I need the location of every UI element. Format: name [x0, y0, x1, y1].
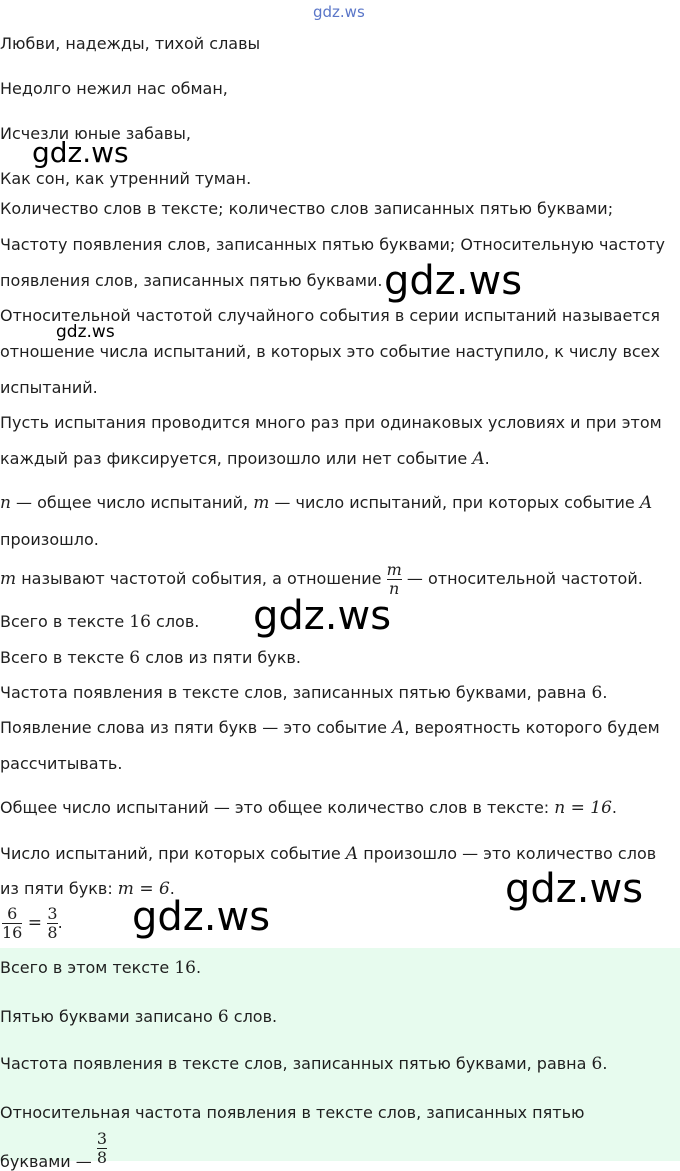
watermark: gdz.ws — [56, 322, 115, 342]
fraction — [47, 905, 57, 942]
m-symbol: m — [253, 493, 270, 513]
solution-text — [0, 612, 199, 632]
fraction-denominator: n — [389, 579, 400, 598]
solution-text: рассчитывать. — [0, 754, 123, 773]
answer-text — [0, 1007, 277, 1027]
theory-text-part: каждый раз фиксируется, произошло или нет событие — [0, 449, 473, 468]
theory-text-part: . — [484, 449, 490, 468]
number-value: 6 — [217, 1007, 229, 1027]
answer-text-part: буквами — — [0, 1152, 97, 1171]
definition-text: испытаний. — [0, 378, 98, 397]
answer-text-part: . — [195, 958, 202, 977]
theory-text: Пусть испытания проводится много раз при одинаковых условиях и при этом — [0, 413, 662, 432]
event-symbol: A — [472, 449, 485, 469]
watermark: gdz.ws — [132, 894, 271, 940]
answer-text-part: Всего в этом тексте — [0, 958, 175, 977]
theory-text — [0, 493, 652, 513]
theory-text-part: — число испытаний, при которых событие — [269, 493, 640, 512]
poem-line: Недолго нежил нас обман, — [0, 79, 228, 98]
solution-text-part: . — [169, 879, 175, 898]
theory-text-part: — относительной частотой. — [401, 569, 643, 588]
n-symbol: n — [0, 493, 11, 513]
fraction-numerator: 3 — [47, 904, 58, 923]
fraction-numerator: 6 — [7, 904, 18, 923]
equation: m = 6 — [117, 879, 170, 899]
solution-text — [0, 718, 660, 738]
task-text: появления слов, записанных пятью буквами. — [0, 271, 383, 290]
answer-text-part: Пятью буквами записано — [0, 1007, 218, 1026]
event-symbol: A — [392, 718, 405, 738]
number-value: 6 — [591, 683, 603, 703]
theory-text — [0, 449, 490, 469]
task-text: Количество слов в тексте; количество слов записанных пятью буквами; — [0, 199, 614, 218]
watermark: gdz.ws — [253, 593, 392, 639]
solution-text-part: произошло — это количество слов — [358, 844, 657, 863]
fraction-denominator: 16 — [2, 923, 23, 942]
solution-text-part: Всего в тексте — [0, 648, 130, 667]
solution-text-part: Частота появления в тексте слов, записанных пятью буквами, равна — [0, 683, 592, 702]
fraction-equation — [2, 905, 63, 942]
theory-text-part: — общее число испытаний, — [10, 493, 254, 512]
solution-text — [0, 798, 617, 818]
number-value: 16 — [174, 958, 196, 978]
fraction-denominator: 8 — [96, 1148, 108, 1167]
fraction — [2, 905, 22, 942]
answer-text-part: Частота появления в тексте слов, записанных пятью буквами, равна — [0, 1054, 592, 1073]
solution-text-part: слов. — [150, 612, 200, 631]
poem-line: Как сон, как утренний туман. — [0, 169, 252, 188]
answer-text — [0, 958, 201, 978]
answer-text — [0, 1129, 108, 1171]
poem-line: Исчезли юные забавы, — [0, 124, 191, 143]
number-value: 16 — [129, 612, 151, 632]
equals-sign: = — [22, 913, 48, 933]
answer-text-part: слов. — [228, 1007, 278, 1026]
fraction-numerator: m — [386, 560, 402, 579]
fraction — [97, 1130, 107, 1167]
solution-text-part: Общее число испытаний — это общее количество слов в тексте: — [0, 798, 555, 817]
solution-text — [0, 844, 656, 864]
answer-text: Относительная частота появления в тексте слов, записанных пятью — [0, 1103, 585, 1122]
task-text: Частоту появления слов, записанных пятью буквами; Относительную частоту — [0, 235, 665, 254]
solution-text-part: Появление слова из пяти букв — это событие — [0, 718, 393, 737]
m-symbol: m — [0, 569, 17, 589]
site-header-link[interactable]: gdz.ws — [313, 3, 365, 21]
watermark: gdz.ws — [32, 136, 129, 169]
solution-text — [0, 683, 607, 703]
solution-text-part: , вероятность которого будем — [404, 718, 660, 737]
theory-text-part: называют частотой события, а отношение — [16, 569, 387, 588]
event-symbol: A — [639, 493, 653, 513]
watermark: gdz.ws — [384, 258, 523, 304]
solution-text-part: из пяти букв: — [0, 879, 118, 898]
number-value: 6 — [129, 648, 141, 668]
definition-text: отношение числа испытаний, в которых это событие наступило, к числу всех — [0, 342, 660, 361]
solution-text-part: Число испытаний, при которых событие — [0, 844, 346, 863]
answer-text — [0, 1054, 607, 1074]
solution-text-part: . — [611, 798, 618, 817]
solution-text — [0, 648, 301, 668]
number-value: 6 — [591, 1054, 603, 1074]
fraction-numerator: 3 — [96, 1129, 108, 1148]
poem-line: Любви, надежды, тихой славы — [0, 34, 261, 53]
definition-text: Относительной частотой случайного события в серии испытаний называется — [0, 306, 661, 325]
fraction-denominator: 8 — [47, 923, 58, 942]
theory-text: произошло. — [0, 530, 99, 549]
answer-text-part: . — [602, 1054, 608, 1073]
solution-text-part: Всего в тексте — [0, 612, 130, 631]
watermark: gdz.ws — [505, 866, 644, 912]
period: . — [57, 913, 63, 932]
equation: n = 16 — [554, 798, 612, 818]
solution-text-part: . — [602, 683, 608, 702]
solution-text-part: слов из пяти букв. — [140, 648, 301, 667]
event-symbol: A — [345, 844, 359, 864]
